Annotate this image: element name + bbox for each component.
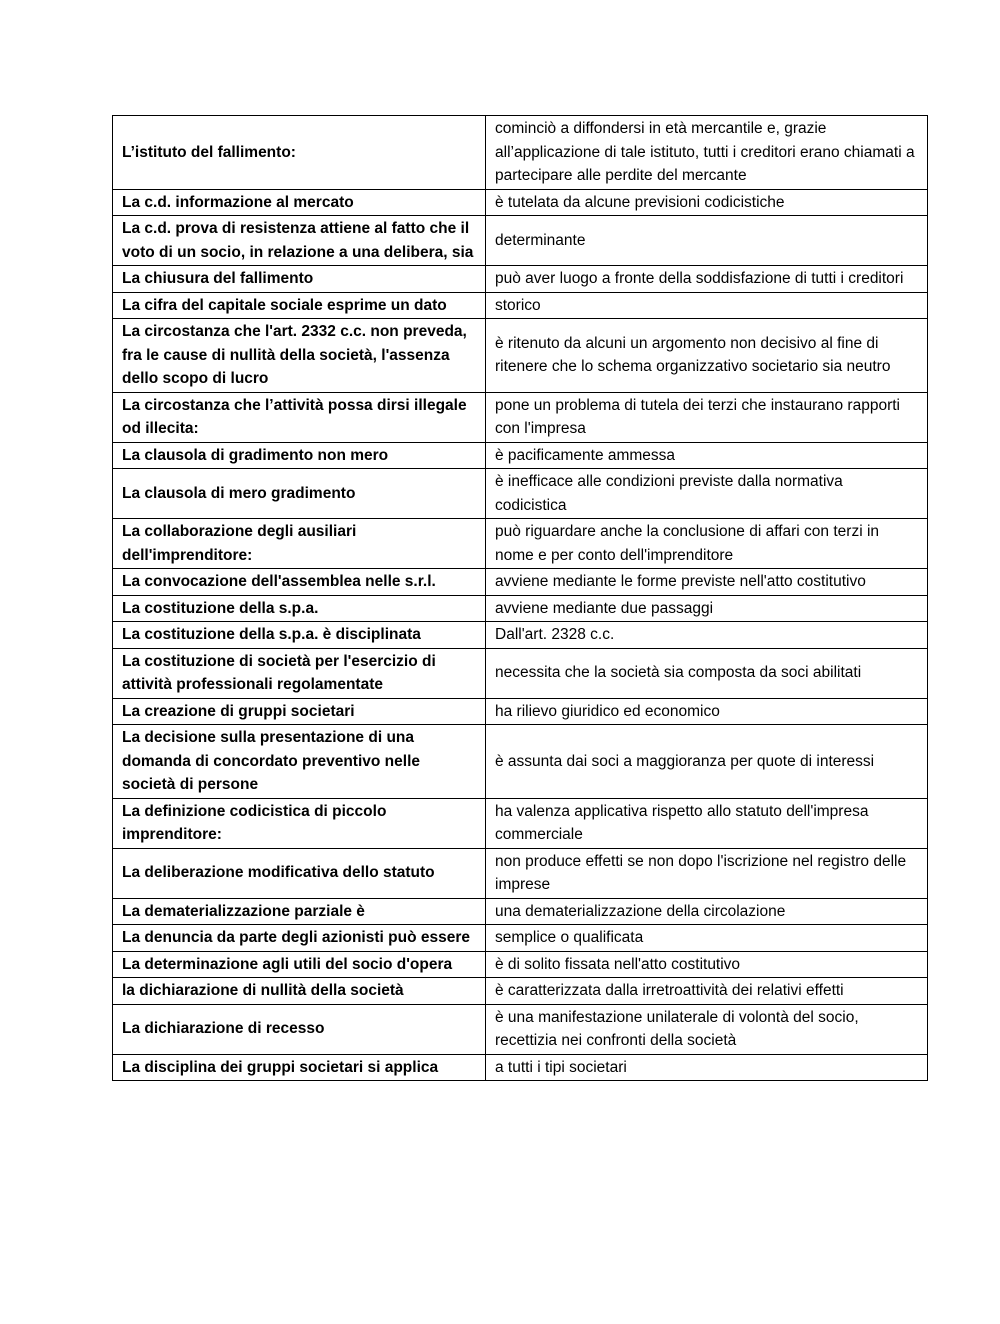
table-row <box>113 442 928 469</box>
answer-cell: a tutti i tipi societari <box>486 1054 928 1081</box>
answer-cell: storico <box>486 292 928 319</box>
answer-cell: ha valenza applicativa rispetto allo statuto dell'impresa commerciale <box>486 798 928 848</box>
table-row <box>113 292 928 319</box>
question-cell: La c.d. prova di resistenza attiene al fatto che il voto di un socio, in relazione a una delibera, sia <box>113 216 486 266</box>
table-row <box>113 569 928 596</box>
table-row <box>113 116 928 190</box>
question-cell: La disciplina dei gruppi societari si applica <box>113 1054 486 1081</box>
question-cell: La dichiarazione di recesso <box>113 1004 486 1054</box>
table-row <box>113 216 928 266</box>
qa-table-body <box>113 116 928 1081</box>
question-cell: La costituzione di società per l'esercizio di attività professionali regolamentate <box>113 648 486 698</box>
answer-cell: è ritenuto da alcuni un argomento non decisivo al fine di ritenere che lo schema organizzativo societario sia neutro <box>486 319 928 393</box>
table-row <box>113 978 928 1005</box>
document-page <box>112 115 915 1081</box>
answer-cell: avviene mediante le forme previste nell'atto costitutivo <box>486 569 928 596</box>
table-row <box>113 951 928 978</box>
answer-cell: avviene mediante due passaggi <box>486 595 928 622</box>
answer-cell: Dall'art. 2328 c.c. <box>486 622 928 649</box>
table-row <box>113 319 928 393</box>
answer-cell: cominciò a diffondersi in età mercantile e, grazie all’applicazione di tale istituto, tutti i creditori erano chiamati a partecipare alle perdite del mercante <box>486 116 928 190</box>
question-cell: La decisione sulla presentazione di una domanda di concordato preventivo nelle società di persone <box>113 725 486 799</box>
question-cell: La costituzione della s.p.a. <box>113 595 486 622</box>
question-cell: La collaborazione degli ausiliari dell'imprenditore: <box>113 519 486 569</box>
question-cell: La determinazione agli utili del socio d'opera <box>113 951 486 978</box>
table-row <box>113 1004 928 1054</box>
table-row <box>113 469 928 519</box>
question-cell: La denuncia da parte degli azionisti può essere <box>113 925 486 952</box>
answer-cell: è inefficace alle condizioni previste dalla normativa codicistica <box>486 469 928 519</box>
answer-cell: determinante <box>486 216 928 266</box>
table-row <box>113 1054 928 1081</box>
answer-cell: ha rilievo giuridico ed economico <box>486 698 928 725</box>
question-cell: La circostanza che l'art. 2332 c.c. non preveda, fra le cause di nullità della società, l'assenza dello scopo di lucro <box>113 319 486 393</box>
table-row <box>113 848 928 898</box>
table-row <box>113 622 928 649</box>
answer-cell: può aver luogo a fronte della soddisfazione di tutti i creditori <box>486 266 928 293</box>
answer-cell: è assunta dai soci a maggioranza per quote di interessi <box>486 725 928 799</box>
table-row <box>113 266 928 293</box>
question-cell: La deliberazione modificativa dello statuto <box>113 848 486 898</box>
question-cell: La definizione codicistica di piccolo imprenditore: <box>113 798 486 848</box>
answer-cell: necessita che la società sia composta da soci abilitati <box>486 648 928 698</box>
qa-table <box>112 115 928 1081</box>
question-cell: La costituzione della s.p.a. è disciplinata <box>113 622 486 649</box>
table-row <box>113 798 928 848</box>
question-cell: La clausola di mero gradimento <box>113 469 486 519</box>
table-row <box>113 725 928 799</box>
question-cell: La circostanza che l’attività possa dirsi illegale od illecita: <box>113 392 486 442</box>
question-cell: La convocazione dell'assemblea nelle s.r.l. <box>113 569 486 596</box>
table-row <box>113 898 928 925</box>
answer-cell: è una manifestazione unilaterale di volontà del socio, recettizia nei confronti della società <box>486 1004 928 1054</box>
answer-cell: può riguardare anche la conclusione di affari con terzi in nome e per conto dell'imprenditore <box>486 519 928 569</box>
table-row <box>113 698 928 725</box>
question-cell: La c.d. informazione al mercato <box>113 189 486 216</box>
table-row <box>113 519 928 569</box>
table-row <box>113 392 928 442</box>
answer-cell: è tutelata da alcune previsioni codicistiche <box>486 189 928 216</box>
answer-cell: è pacificamente ammessa <box>486 442 928 469</box>
answer-cell: semplice o qualificata <box>486 925 928 952</box>
table-row <box>113 189 928 216</box>
answer-cell: una dematerializzazione della circolazione <box>486 898 928 925</box>
table-row <box>113 648 928 698</box>
answer-cell: pone un problema di tutela dei terzi che instaurano rapporti con l'impresa <box>486 392 928 442</box>
question-cell: La clausola di gradimento non mero <box>113 442 486 469</box>
question-cell: L’istituto del fallimento: <box>113 116 486 190</box>
question-cell: La chiusura del fallimento <box>113 266 486 293</box>
answer-cell: non produce effetti se non dopo l'iscrizione nel registro delle imprese <box>486 848 928 898</box>
table-row <box>113 595 928 622</box>
table-row <box>113 925 928 952</box>
question-cell: La dematerializzazione parziale è <box>113 898 486 925</box>
answer-cell: è di solito fissata nell'atto costitutivo <box>486 951 928 978</box>
question-cell: La creazione di gruppi societari <box>113 698 486 725</box>
question-cell: la dichiarazione di nullità della società <box>113 978 486 1005</box>
question-cell: La cifra del capitale sociale esprime un dato <box>113 292 486 319</box>
answer-cell: è caratterizzata dalla irretroattività dei relativi effetti <box>486 978 928 1005</box>
